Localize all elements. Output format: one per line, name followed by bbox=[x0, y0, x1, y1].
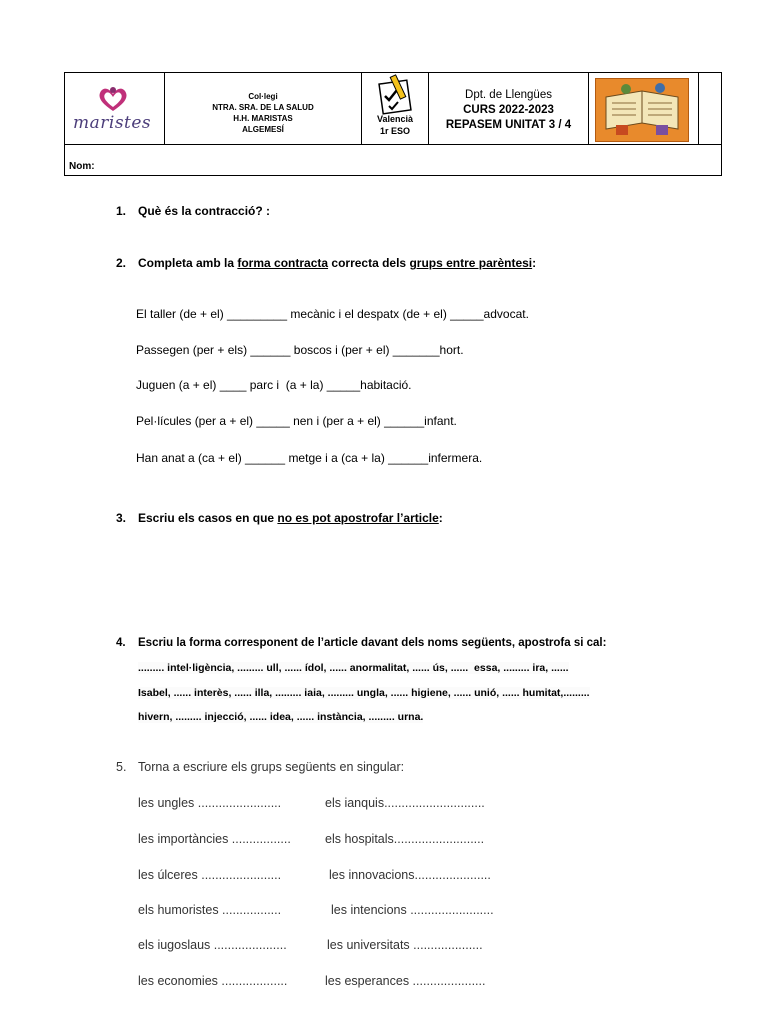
school-line: H.H. MARISTAS bbox=[233, 114, 293, 123]
singular-item: els hospitals.......................... bbox=[325, 832, 485, 846]
open-book-icon bbox=[596, 79, 688, 141]
question-number: 3. bbox=[116, 511, 127, 525]
question-5 bbox=[116, 760, 404, 774]
school-line: ALGEMESÍ bbox=[242, 125, 284, 134]
maristes-logo-icon bbox=[93, 85, 133, 113]
school-line: NTRA. SRA. DE LA SALUD bbox=[212, 103, 314, 112]
exercise-line: Passegen (per + els) ______ boscos i (per + el) _______hort. bbox=[136, 343, 464, 357]
singular-item: les innovacions...................... bbox=[329, 868, 491, 882]
question-3 bbox=[116, 511, 443, 525]
question-number: 2. bbox=[116, 256, 127, 270]
singular-item: els humoristes ................. bbox=[138, 903, 282, 917]
singular-item: les intencions ........................ bbox=[331, 903, 494, 917]
exercise-line: Juguen (a + el) ____ parc i (a + la) _____habitació. bbox=[136, 378, 412, 392]
question-1 bbox=[116, 204, 270, 218]
school-name bbox=[165, 73, 362, 144]
question-2 bbox=[116, 256, 536, 270]
subject-label: Valencià bbox=[376, 114, 414, 124]
singular-item: les esperances ..................... bbox=[325, 974, 486, 988]
empty-cell bbox=[699, 73, 723, 144]
singular-item: les universitats .................... bbox=[327, 938, 483, 952]
question-text: : bbox=[438, 511, 443, 525]
book-illustration bbox=[595, 78, 689, 142]
underlined-text: grups entre parèntesi bbox=[409, 256, 533, 270]
question-text: Escriu els casos en que bbox=[138, 511, 278, 525]
exercise-line: El taller (de + el) _________ mecànic i el despatx (de + el) _____advocat. bbox=[136, 307, 529, 321]
exercise-line: Han anat a (ca + el) ______ metge i a (ca + la) ______infermera. bbox=[136, 451, 483, 465]
logo-text: maristes bbox=[73, 113, 152, 133]
question-text: correcta dels bbox=[328, 256, 410, 270]
book-image-cell bbox=[589, 73, 699, 144]
singular-item: les economies ................... bbox=[138, 974, 288, 988]
department-label: Dpt. de Llengües bbox=[465, 89, 552, 101]
unit-label: REPASEM UNITAT 3 / 4 bbox=[445, 119, 572, 131]
question-number: 4. bbox=[116, 637, 126, 649]
school-line: Col·legi bbox=[248, 92, 278, 101]
logo-cell bbox=[65, 73, 165, 144]
singular-item: les úlceres ....................... bbox=[138, 868, 282, 882]
question-text: Què és la contracció? : bbox=[138, 204, 271, 218]
question-text: : bbox=[532, 256, 537, 270]
course-label: CURS 2022-2023 bbox=[463, 104, 554, 116]
course-cell bbox=[429, 73, 589, 144]
singular-item: els ianquis............................. bbox=[325, 796, 485, 810]
singular-item: les ungles ........................ bbox=[138, 796, 282, 810]
question-text: Escriu la forma corresponent de l’article davant dels noms següents, apostrofa si cal: bbox=[138, 637, 607, 649]
exercise-line: Isabel, ...... interès, ...... illa, ......... iaia, ......... ungla, ...... higiene, ...... unió, ...... humitat,......... bbox=[138, 687, 590, 699]
singular-item: els iugoslaus ..................... bbox=[138, 938, 287, 952]
question-text: Torna a escriure els grups següents en singular: bbox=[138, 760, 405, 774]
exercise-line: ......... intel·ligència, ......... ull, ...... ídol, ...... anormalitat, ...... ús, ...... essa, ......... ira, ...... bbox=[138, 662, 569, 674]
question-text: Completa amb la bbox=[138, 256, 238, 270]
header-table bbox=[64, 72, 722, 176]
question-4 bbox=[116, 637, 606, 649]
subject-cell bbox=[362, 73, 429, 144]
singular-item: les importàncies ................. bbox=[138, 832, 291, 846]
underlined-text: forma contracta bbox=[237, 256, 329, 270]
checklist-pencil-icon bbox=[375, 74, 415, 116]
exercise-line: Pel·lícules (per a + el) _____ nen i (per a + el) ______infant. bbox=[136, 414, 457, 428]
name-label: Nom: bbox=[69, 161, 95, 172]
underlined-text: no es pot apostrofar l’article bbox=[277, 511, 439, 525]
header-top-row bbox=[65, 73, 721, 145]
question-number: 1. bbox=[116, 204, 127, 218]
question-number: 5. bbox=[116, 760, 127, 774]
exercise-line: hivern, ......... injecció, ...... idea, ...... instància, ......... urna. bbox=[138, 711, 424, 723]
level-label: 1r ESO bbox=[379, 126, 410, 136]
